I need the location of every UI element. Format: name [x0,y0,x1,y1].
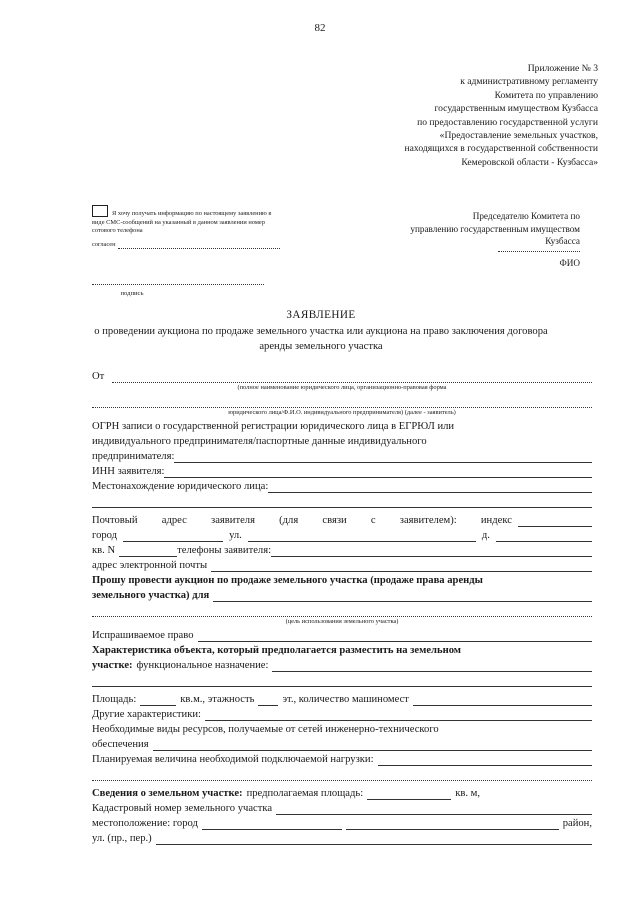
right-field[interactable] [198,631,593,642]
postal-row [92,512,592,527]
fio-caption: ФИО [559,258,580,268]
inn-field[interactable] [164,467,592,478]
resources-line-2: обеспечения [92,739,149,750]
postal-word: (для [279,515,299,526]
city-row [92,527,592,542]
location-row [92,478,592,493]
request-line-2: земельного участка) для [92,590,210,601]
ogrn-field[interactable] [174,452,592,463]
land-row [92,785,592,800]
object-line-2-rest: функциональное назначение: [136,660,269,671]
email-row [92,557,592,572]
from-label: От [92,371,105,382]
location-field[interactable] [268,482,592,493]
phones-field[interactable] [271,546,592,557]
caption-name: (полное наименование юридического лица, организационно-правовая форма [237,384,447,391]
email-field[interactable] [211,561,592,572]
postal-label [92,514,512,527]
document-title: ЗАЯВЛЕНИЕ [286,309,356,321]
caption-use: (цель использования земельного участка) [285,618,399,625]
document-subtitle: о проведении аукциона по продаже земельного участка или аукциона на право заключения договора аренды земельного участка [94,326,548,352]
function-field[interactable] [272,661,592,672]
cadastral-label: Кадастровый номер земельного участка [92,803,273,814]
page-number: 82 [314,22,326,34]
postal-word: заявителя [211,515,255,526]
applicant-name-row [92,393,592,408]
area-field[interactable] [140,695,176,706]
street-label: ул. [229,530,242,541]
parking-field[interactable] [413,695,592,706]
fio-line[interactable] [498,251,580,252]
other-row [92,706,592,721]
postal-index-field[interactable] [518,516,592,527]
purpose-extra-field[interactable] [92,606,592,617]
request-line-1: Прошу провести аукцион по продаже земельного участка (продаже права аренды [92,575,483,586]
land-label-bold: Сведения о земельном участке: [92,788,243,799]
area-unit: кв.м., этажность [180,694,255,705]
ogrn-line-3: предпринимателя: [92,451,175,462]
addressee-line: управлению государственным имуществом [410,223,580,234]
apt-label: кв. N [92,545,116,556]
postal-word: адрес [161,515,187,526]
postal-word: Почтовый [92,515,138,526]
sms-consent-checkbox[interactable] [92,205,108,217]
resources-field[interactable] [153,740,592,751]
from-row [92,368,592,383]
place-district-field[interactable] [346,819,559,830]
street2-row [92,830,592,845]
resources-row-2 [92,736,592,751]
load-extra-row [92,766,592,781]
request-purpose-field[interactable] [213,591,592,602]
street-field[interactable] [248,531,476,542]
inn-row [92,463,592,478]
appendix-line: «Предоставление земельных участков, [439,130,598,142]
city-field[interactable] [123,531,223,542]
ogrn-line-1: ОГРН записи о государственной регистрации юридического лица в ЕГРЮЛ или [92,421,455,432]
addressee-block [350,210,580,248]
postal-word: заявителем): [399,515,457,526]
appendix-line: государственным имуществом Кузбасса [434,103,598,115]
agree-field[interactable] [118,242,280,249]
appendix-line: к административному регламенту [460,76,598,88]
apt-row [92,542,592,557]
inn-label: ИНН заявителя: [92,466,165,477]
appendix-line: Приложение № 3 [527,63,598,74]
floors-field[interactable] [258,695,278,706]
load-row [92,751,592,766]
place-city-field[interactable] [202,819,342,830]
street2-label: ул. (пр., пер.) [92,833,152,844]
caption-person: юридического лица/Ф.И.О. индивидуального предпринимателя) (далее - заявитель) [228,409,456,416]
addressee-line: Председателю Комитета по [472,211,580,221]
function-extra-field[interactable] [92,676,592,687]
place-row [92,815,592,830]
appendix-line: по предоставлению государственной услуги [417,116,598,128]
land-label-rest: предполагаемая площадь: [246,788,364,799]
application-form [92,368,592,845]
location-extra-row [92,493,592,508]
appendix-header [278,62,598,169]
place-label: местоположение: город [92,818,198,829]
function-extra-row [92,672,592,687]
area-label: Площадь: [92,694,137,705]
district-label: район, [562,818,592,829]
cadastral-field[interactable] [276,804,592,815]
location-label: Местонахождение юридического лица: [92,481,269,492]
signature-caption: подпись [120,290,144,297]
apt-field[interactable] [119,546,177,557]
email-label: адрес электронной почты [92,560,208,571]
agree-label: согласен [92,240,116,248]
load-label: Планируемая величина необходимой подключаемой нагрузки: [92,754,374,765]
signature-line[interactable] [92,283,264,285]
appendix-line: Кемеровской области - Кузбасса» [461,156,598,168]
ogrn-row-3 [92,448,592,463]
area-row [92,691,592,706]
load-field[interactable] [378,755,592,766]
addressee-line: Кузбасса [545,236,580,246]
street2-field[interactable] [156,834,592,845]
other-field[interactable] [205,710,592,721]
appendix-line: находящихся в государственной собственности [404,143,598,155]
land-unit: кв. м, [455,788,480,799]
resources-line-1: Необходимые виды ресурсов, получаемые от сетей инженерно-технического [92,724,439,735]
phones-label: телефоны заявителя: [177,545,272,556]
object-line-1: Характеристика объекта, который предполагается разместить на земельном [92,645,462,656]
floors-unit: эт., количество машиномест [282,694,409,705]
postal-word: с [370,515,376,526]
city-label: город [92,530,118,541]
from-field[interactable] [112,372,592,383]
purpose-extra-row [92,602,592,617]
other-label: Другие характеристики: [92,709,201,720]
ogrn-line-2: индивидуального предпринимателя/паспортные данные индивидуального [92,436,427,447]
object-line-2-bold: участке: [92,660,133,671]
object-row-2 [92,657,592,672]
load-extra-field[interactable] [92,770,592,781]
postal-word: связи [322,515,347,526]
appendix-line: Комитета по управлению [494,89,598,101]
sms-consent-text: Я хочу получать информацию по настоящему заявлению в виде СМС-сообщений на указанный в данном заявлении номер сотового телефона [92,210,272,235]
right-label: Испрашиваемое право [92,630,194,641]
sms-consent-block [92,205,280,249]
request-row-2 [92,587,592,602]
location-extra-field[interactable] [92,497,592,508]
house-label: д. [481,530,490,541]
applicant-name-field[interactable] [92,397,592,408]
house-field[interactable] [496,531,592,542]
cadastral-row [92,800,592,815]
postal-word: индекс [480,515,512,526]
land-area-field[interactable] [367,789,451,800]
right-row [92,627,592,642]
